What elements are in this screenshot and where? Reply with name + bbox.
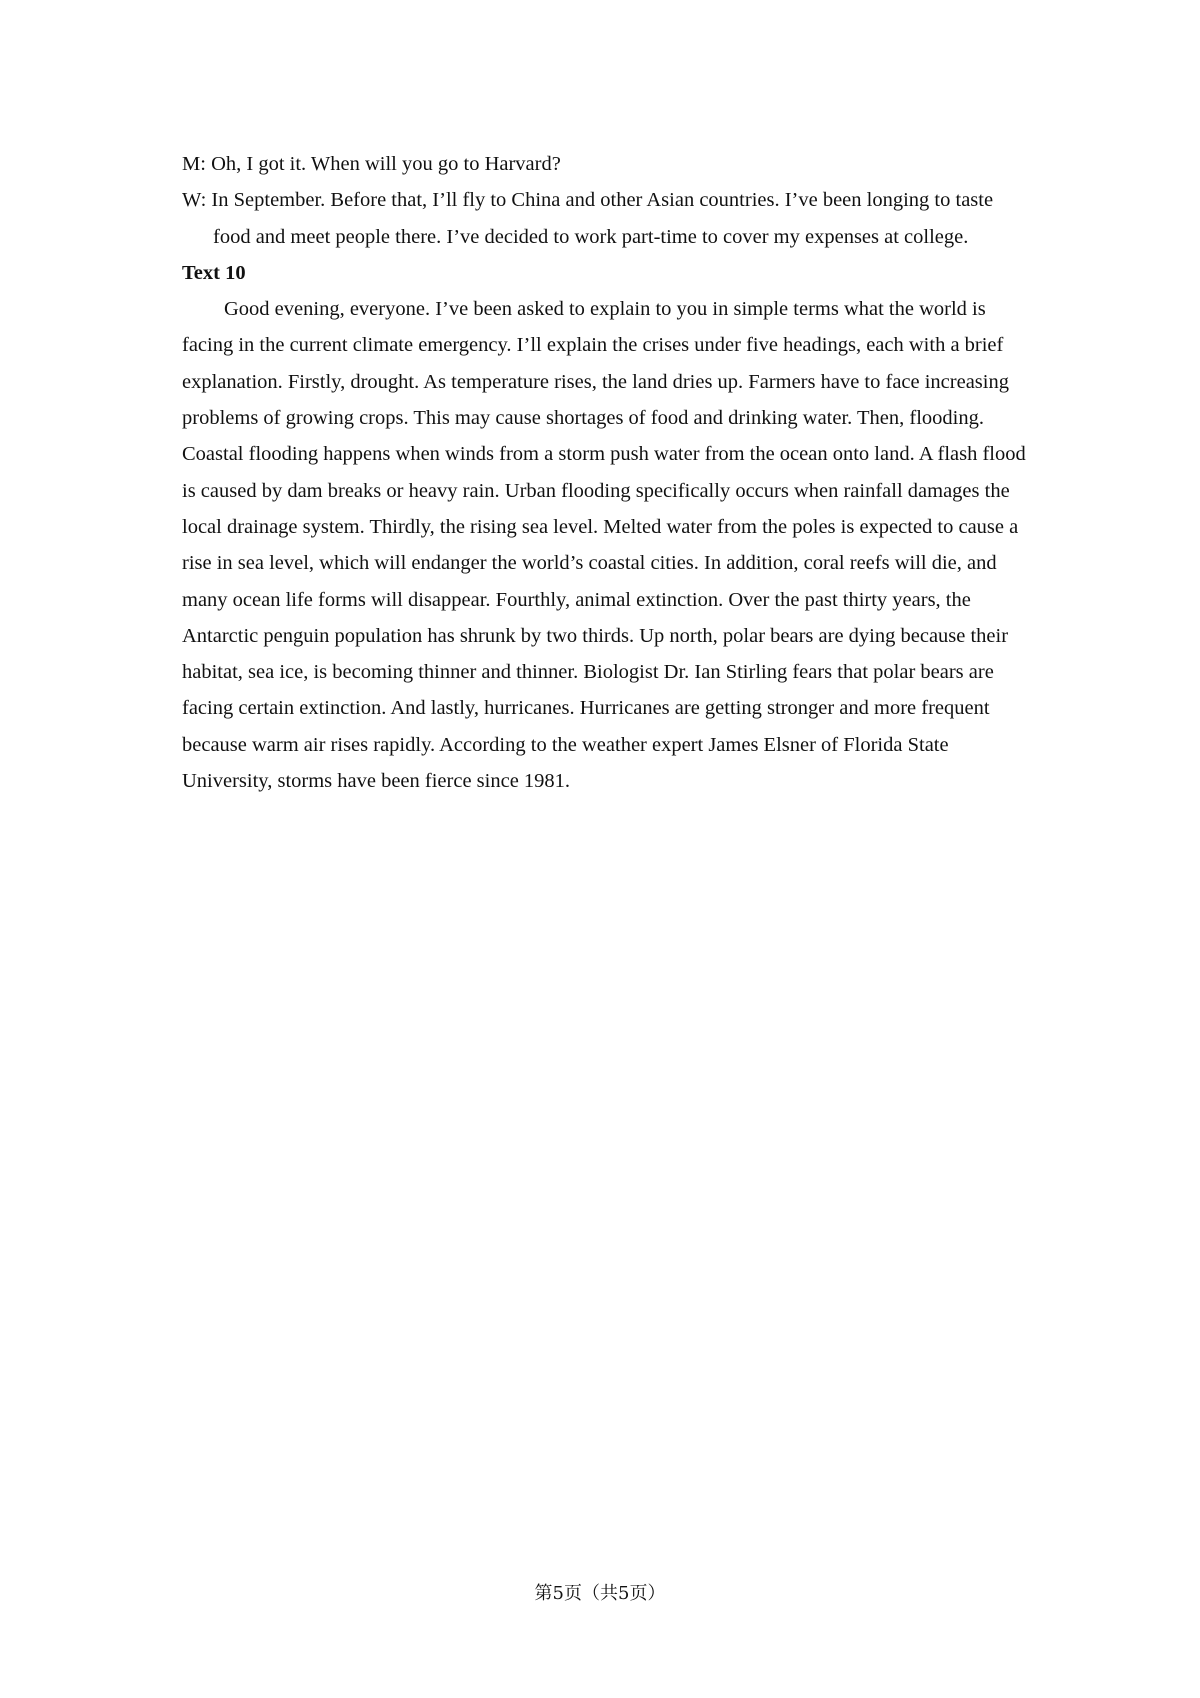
page-footer: 第5页（共5页） (534, 1583, 666, 1604)
dialogue-text: In September. Before that, I’ll fly to China and other Asian countries. I’ve been longing to taste food and meet people there. I’ve decided to work part-time to cover my expenses at college. (211, 189, 994, 248)
document-body (182, 146, 1032, 799)
section-paragraph: Good evening, everyone. I’ve been asked to explain to you in simple terms what the world is facing in the current climate emergency. I’ll explain the crises under five headings, each with a brief explanation. Firstly, drought. As temperature rises, the land dries up. Farmers have to face increasing problems of growing crops. This may cause shortages of food and drinking water. Then, flooding. Coastal flooding happens when winds from a storm push water from the ocean onto land. A flash flood is caused by dam breaks or heavy rain. Urban flooding specifically occurs when rainfall damages the local drainage system. Thirdly, the rising sea level. Melted water from the poles is expected to cause a rise in sea level, which will endanger the world’s coastal cities. In addition, coral reefs will die, and many ocean life forms will disappear. Fourthly, animal extinction. Over the past thirty years, the Antarctic penguin population has shrunk by two thirds. Up north, polar bears are dying because their habitat, sea ice, is becoming thinner and thinner. Biologist Dr. Ian Stirling fears that polar bears are facing certain extinction. And lastly, hurricanes. Hurricanes are getting stronger and more frequent because warm air rises rapidly. According to the weather expert James Elsner of Florida State University, storms have been fierce since 1981. (182, 298, 1026, 793)
speaker-label: W: (182, 189, 207, 212)
dialogue-line-w (182, 182, 1032, 255)
dialogue-line-m (182, 146, 1032, 182)
section-heading: Text 10 (182, 261, 246, 284)
speaker-label: M: (182, 153, 206, 175)
dialogue-text: Oh, I got it. When will you go to Harvard? (211, 153, 561, 175)
